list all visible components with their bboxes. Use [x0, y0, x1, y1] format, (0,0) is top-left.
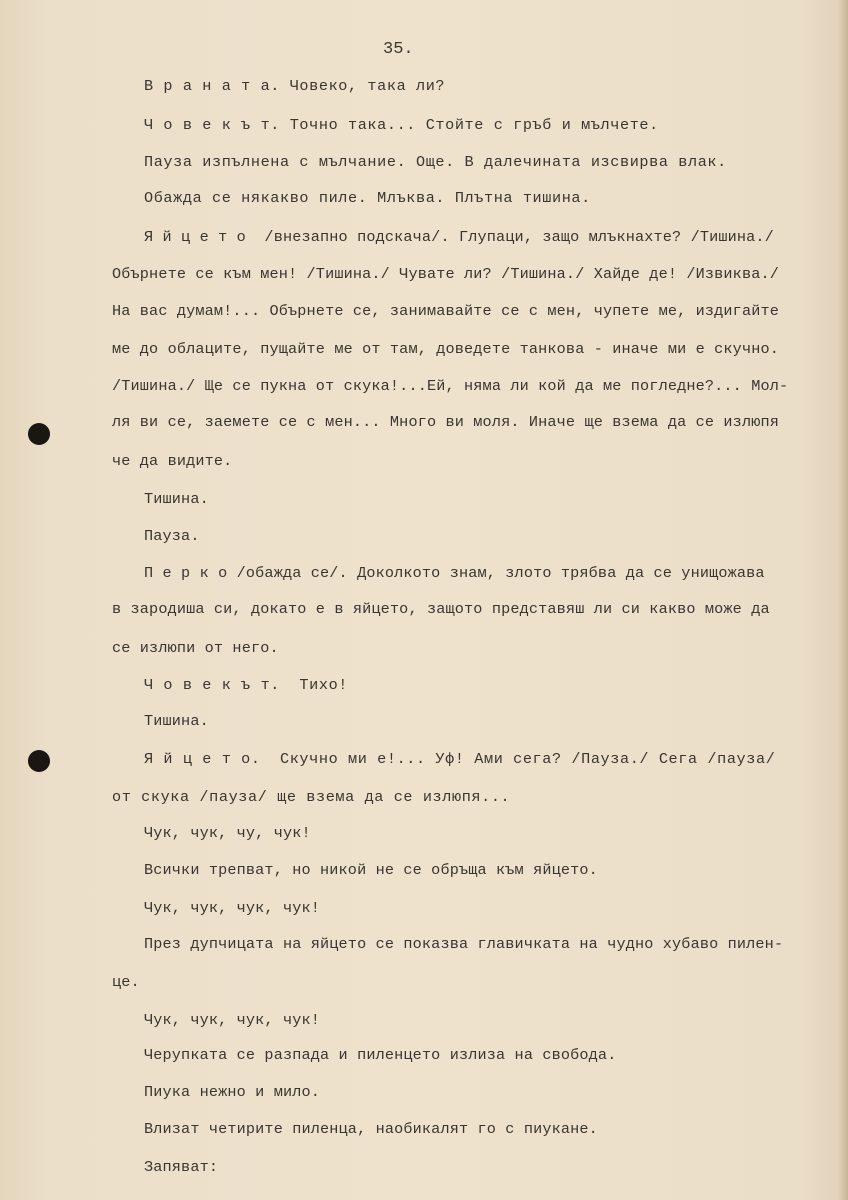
text-line: Пауза. [144, 527, 200, 545]
text-line: Ч о в е к ъ т. Тихо! [144, 676, 348, 694]
text-line: Пиука нежно и мило. [144, 1083, 321, 1101]
text-line: че да видите. [112, 452, 233, 470]
text-line: Влизат четирите пиленца, наобикалят го с пиукане. [144, 1120, 598, 1138]
text-line: Тишина. [144, 712, 209, 730]
text-line: П е р к о /обажда се/. Доколкото знам, злото трябва да се унищожава [144, 564, 765, 582]
text-line: Запяват: [144, 1158, 219, 1176]
text-line: Пауза изпълнена с мълчание. Още. В далечината изсвирва влак. [144, 153, 727, 171]
text-line: Чук, чук, чук, чук! [144, 1011, 321, 1029]
text-line: Обърнете се към мен! /Тишина./ Чувате ли? /Тишина./ Хайде де! /Извиква./ [112, 265, 780, 283]
text-line: На вас думам!... Обърнете се, занимавайте се с мен, чупете ме, издигайте [112, 302, 780, 320]
text-line: Обажда се някакво пиле. Млъква. Плътна тишина. [144, 189, 591, 207]
text-line: ме до облаците, пущайте ме от там, доведете танкова - иначе ми е скучно. [112, 340, 780, 358]
text-line: в зародиша си, докато е в яйцето, защото представяш ли си какво може да [112, 600, 770, 618]
text-line: от скука /пауза/ ще взема да се излюпя... [112, 788, 511, 806]
text-line: /Тишина./ Ще се пукна от скука!...Ей, няма ли кой да ме погледне?... Мол- [112, 377, 789, 395]
text-line: Чук, чук, чук, чук! [144, 899, 321, 917]
text-line: В р а н а т а. Човеко, така ли? [144, 77, 446, 95]
text-line: це. [112, 973, 140, 991]
punch-hole-bottom [28, 750, 50, 772]
text-line: Тишина. [144, 490, 209, 508]
text-line: Черупката се разпада и пиленцето излиза на свобода. [144, 1046, 617, 1064]
text-line: Всички трепват, но никой не се обръща към яйцето. [144, 861, 598, 879]
text-line: се излюпи от него. [112, 639, 279, 657]
text-line: През дупчицата на яйцето се показва главичката на чудно хубаво пилен- [144, 935, 784, 953]
text-line: Я й ц е т о /внезапно подскача/. Глупаци, защо млъкнахте? /Тишина./ [144, 228, 774, 246]
text-line: ля ви се, заемете се с мен... Много ви моля. Иначе ще взема да се излюпя [112, 413, 780, 431]
page-edge-shadow [838, 0, 848, 1200]
text-line: Я й ц е т о. Скучно ми е!... Уф! Ами сега? /Пауза./ Сега /пауза/ [144, 750, 776, 768]
text-line: Ч о в е к ъ т. Точно така... Стойте с гръб и мълчете. [144, 116, 659, 134]
page-number: 35. [383, 40, 414, 59]
punch-hole-top [28, 423, 50, 445]
text-line: Чук, чук, чу, чук! [144, 824, 311, 842]
